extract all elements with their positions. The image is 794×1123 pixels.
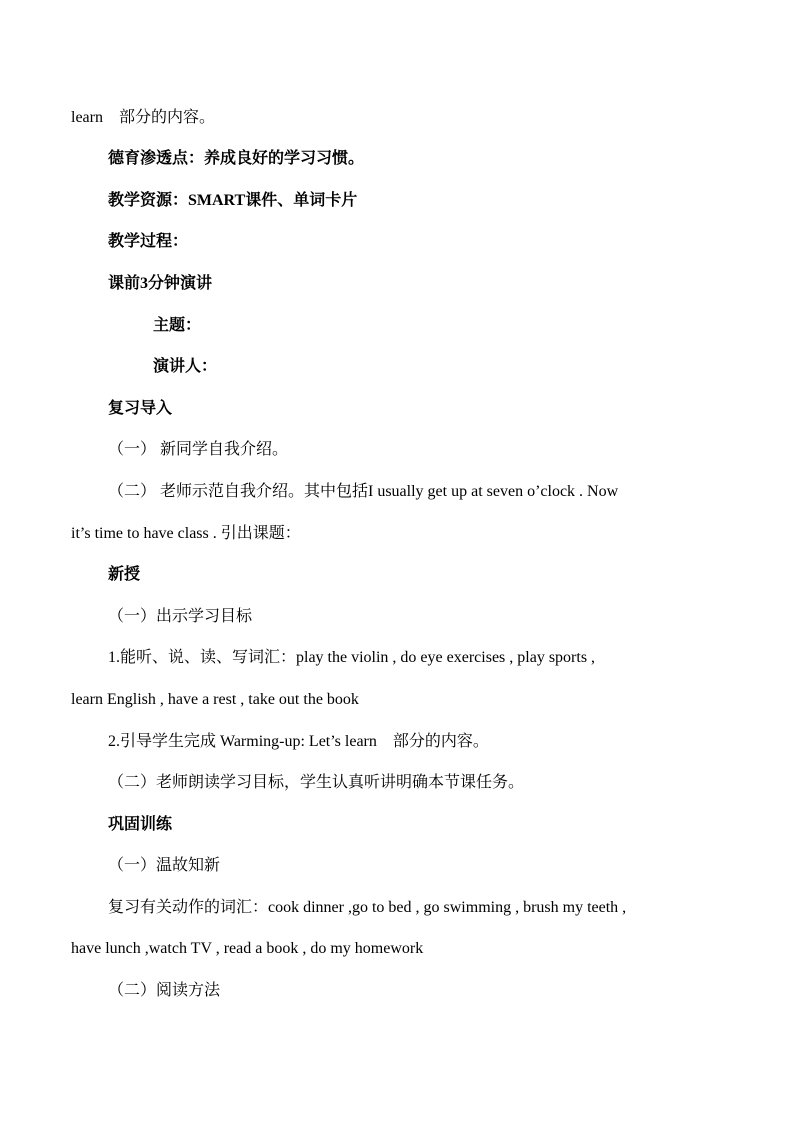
speech-heading: 课前3分钟演讲: [108, 275, 213, 292]
text-line: （二） 老师示范自我介绍。其中包括I usually get up at seven o’clock . Now: [108, 483, 619, 500]
text-line: （一）出示学习目标: [108, 608, 253, 625]
text-line: learn English , have a rest , take out the book: [71, 691, 359, 708]
new-lesson-heading: 新授: [108, 566, 141, 583]
moral-education-line: 德育渗透点：养成良好的学习习惯。: [108, 150, 365, 167]
text-line: learn 部分的内容。: [71, 109, 215, 126]
teaching-process-heading: 教学过程：: [108, 233, 189, 250]
practice-heading: 巩固训练: [108, 816, 173, 833]
text-line: （二）老师朗读学习目标，学生认真听讲明确本节课任务。: [108, 774, 525, 791]
text-line: （二）阅读方法: [108, 982, 221, 999]
text-line: （一）温故知新: [108, 857, 221, 874]
text-line: 复习有关动作的词汇：cook dinner ,go to bed , go swimming , brush my teeth ,: [108, 899, 627, 916]
text-line: 2.引导学生完成 Warming-up: Let’s learn 部分的内容。: [108, 733, 489, 750]
text-line: （一） 新同学自我介绍。: [108, 441, 289, 458]
speaker-label: 演讲人：: [153, 358, 218, 375]
review-heading: 复习导入: [108, 400, 173, 417]
text-line: it’s time to have class . 引出课题：: [71, 525, 301, 542]
text-line: 1.能听、说、读、写词汇：play the violin , do eye exercises , play sports ,: [108, 649, 596, 666]
teaching-resources-line: 教学资源：SMART课件、单词卡片: [108, 192, 358, 209]
text-line: have lunch ,watch TV , read a book , do my homework: [71, 940, 424, 957]
topic-label: 主题：: [153, 317, 202, 334]
